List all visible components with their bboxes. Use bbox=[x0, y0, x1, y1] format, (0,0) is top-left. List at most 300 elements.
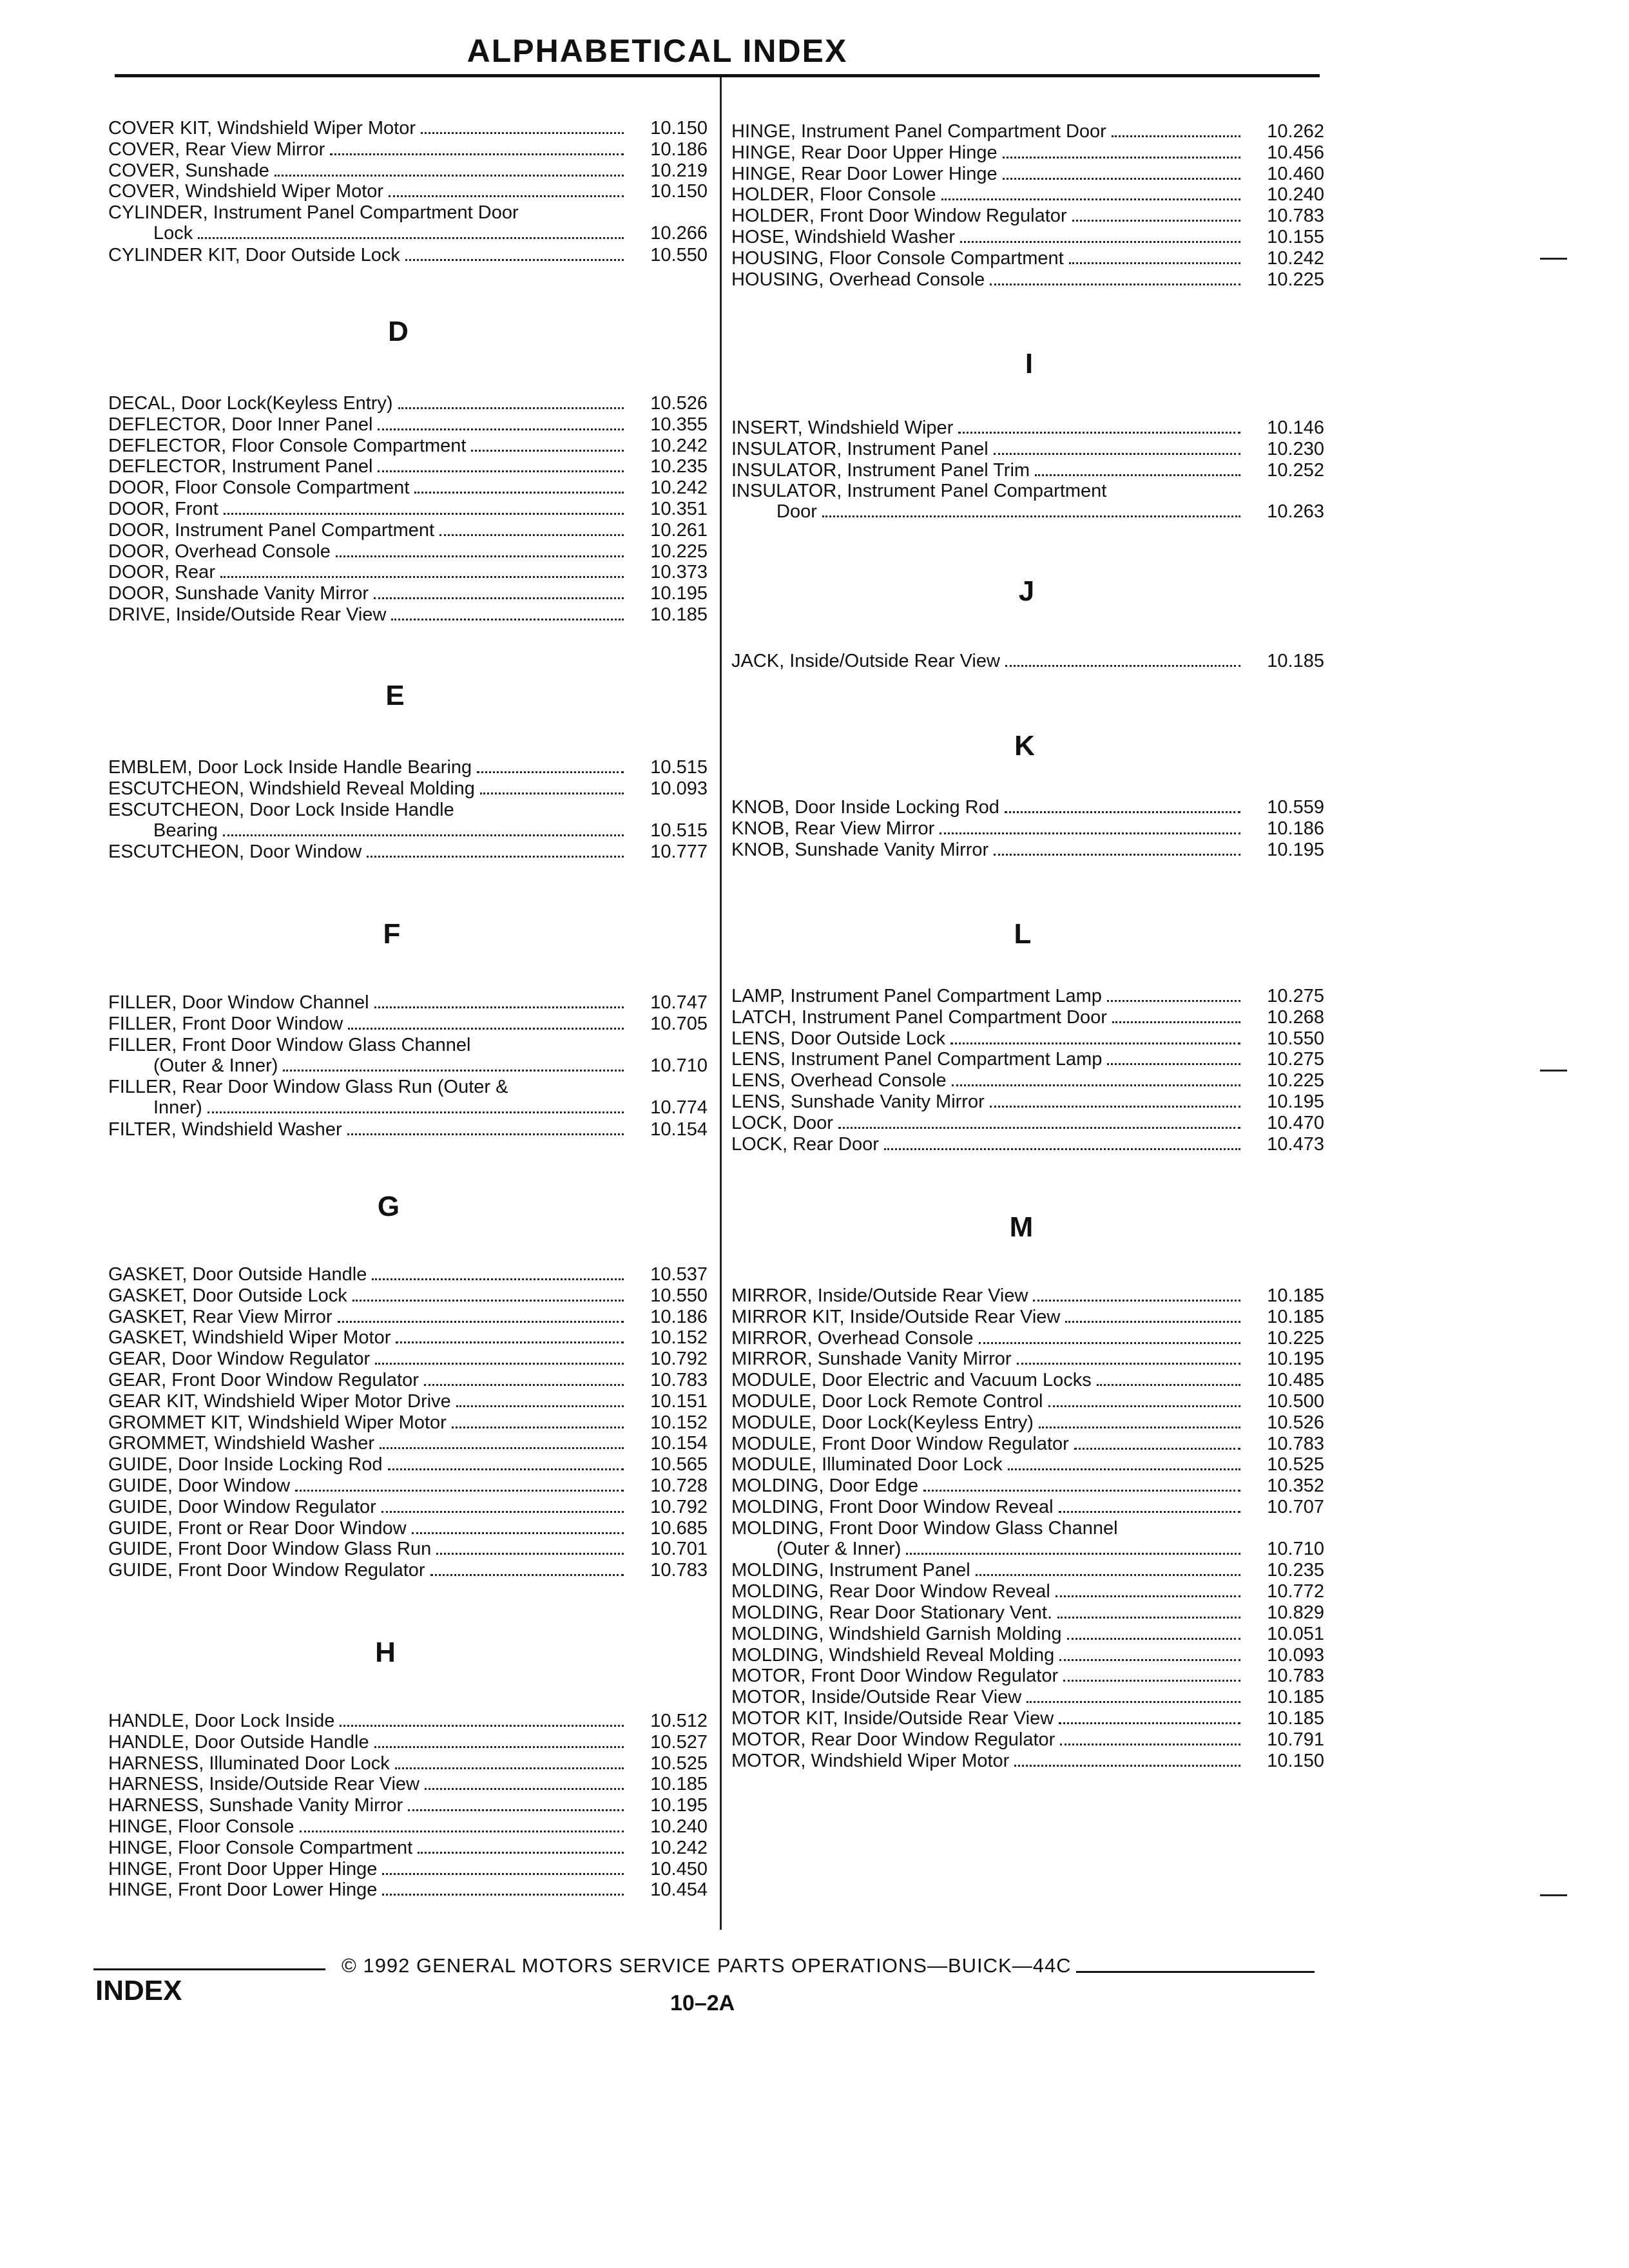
dot-leader bbox=[198, 236, 624, 239]
index-entry bbox=[108, 583, 708, 604]
entry-name-continued: Inner) bbox=[153, 1097, 202, 1119]
dot-leader bbox=[378, 470, 624, 472]
dot-leader bbox=[340, 1724, 624, 1727]
index-entry bbox=[731, 1285, 1324, 1306]
dot-leader bbox=[1069, 262, 1240, 264]
entry-name: GUIDE, Front or Rear Door Window bbox=[108, 1517, 407, 1539]
entry-page-ref: 10.152 bbox=[650, 1412, 708, 1433]
dot-leader bbox=[976, 1573, 1240, 1576]
index-entry bbox=[108, 604, 708, 625]
entry-name: COVER KIT, Windshield Wiper Motor bbox=[108, 118, 416, 139]
entry-name: COVER, Windshield Wiper Motor bbox=[108, 181, 384, 202]
index-entry bbox=[108, 1307, 708, 1327]
entry-name: HINGE, Rear Door Upper Hinge bbox=[731, 142, 998, 163]
entry-name: INSERT, Windshield Wiper bbox=[731, 418, 954, 438]
entry-page-ref: 10.537 bbox=[650, 1264, 708, 1285]
entry-page-ref: 10.351 bbox=[650, 499, 708, 519]
dot-leader bbox=[1072, 219, 1240, 222]
index-entry bbox=[731, 184, 1324, 205]
dot-leader bbox=[958, 431, 1240, 434]
index-entry bbox=[108, 1349, 708, 1369]
entry-page-ref: 10.774 bbox=[650, 1097, 708, 1119]
index-entry bbox=[108, 414, 708, 435]
index-entry bbox=[731, 1113, 1324, 1133]
entry-page-ref: 10.225 bbox=[1267, 269, 1324, 290]
entry-name: DOOR, Overhead Console bbox=[108, 541, 331, 562]
index-entry bbox=[108, 1433, 708, 1454]
dot-leader bbox=[1060, 1743, 1240, 1745]
index-entry bbox=[731, 986, 1324, 1006]
dot-leader bbox=[405, 258, 624, 261]
dot-leader bbox=[480, 792, 624, 794]
entry-name: DEFLECTOR, Door Inner Panel bbox=[108, 414, 373, 435]
dot-leader bbox=[884, 1148, 1240, 1150]
dot-leader bbox=[1063, 1679, 1240, 1682]
dot-leader bbox=[223, 834, 624, 836]
index-entry bbox=[731, 418, 1324, 438]
index-entry bbox=[731, 1666, 1324, 1686]
entry-page-ref: 10.150 bbox=[650, 181, 708, 202]
entry-name: MODULE, Door Lock Remote Control bbox=[731, 1391, 1043, 1412]
dot-leader bbox=[471, 449, 624, 452]
entry-name: ESCUTCHEON, Windshield Reveal Molding bbox=[108, 778, 475, 799]
entry-name: HINGE, Instrument Panel Compartment Door bbox=[731, 121, 1106, 142]
entry-page-ref: 10.685 bbox=[650, 1517, 708, 1539]
index-entry bbox=[731, 142, 1324, 163]
dot-leader bbox=[1003, 177, 1240, 180]
dot-leader bbox=[224, 512, 624, 515]
dot-leader bbox=[424, 1383, 624, 1386]
dot-leader bbox=[375, 1362, 624, 1365]
index-entry bbox=[108, 245, 708, 265]
entry-page-ref: 10.792 bbox=[650, 1349, 708, 1370]
dot-leader bbox=[1033, 1299, 1240, 1302]
entry-name: MOLDING, Front Door Window Glass Channel bbox=[731, 1517, 1118, 1539]
dot-leader bbox=[418, 1851, 624, 1854]
dot-leader bbox=[1107, 1062, 1240, 1065]
dot-leader bbox=[436, 1552, 624, 1555]
index-entry bbox=[731, 1049, 1324, 1070]
index-entry bbox=[108, 1327, 708, 1348]
entry-name: HOUSING, Floor Console Compartment bbox=[731, 247, 1064, 269]
index-entry bbox=[731, 1497, 1324, 1517]
entry-page-ref: 10.195 bbox=[1267, 1091, 1324, 1112]
entry-page-ref: 10.242 bbox=[650, 435, 708, 456]
entry-page-ref: 10.728 bbox=[650, 1475, 708, 1496]
entry-name: DOOR, Instrument Panel Compartment bbox=[108, 519, 435, 541]
index-entry bbox=[731, 1307, 1324, 1327]
index-entry bbox=[108, 181, 708, 202]
entry-name: HARNESS, Illuminated Door Lock bbox=[108, 1753, 390, 1774]
entry-page-ref: 10.155 bbox=[1267, 227, 1324, 247]
entry-page-ref: 10.185 bbox=[650, 604, 708, 625]
dot-leader bbox=[1097, 1383, 1240, 1386]
dot-leader bbox=[994, 452, 1240, 455]
index-entry bbox=[108, 562, 708, 582]
entry-name: HINGE, Floor Console bbox=[108, 1816, 294, 1837]
dot-leader bbox=[382, 1893, 624, 1896]
dot-leader bbox=[1067, 1637, 1240, 1640]
dot-leader bbox=[388, 1468, 624, 1470]
index-entry bbox=[731, 439, 1324, 459]
index-entry bbox=[108, 1753, 708, 1774]
dot-leader bbox=[1035, 474, 1240, 476]
entry-name: HARNESS, Inside/Outside Rear View bbox=[108, 1774, 420, 1795]
index-entry bbox=[108, 778, 708, 799]
index-entry bbox=[108, 139, 708, 160]
entry-name: MODULE, Door Lock(Keyless Entry) bbox=[731, 1412, 1034, 1433]
dot-leader bbox=[990, 283, 1240, 285]
dot-leader bbox=[990, 1105, 1240, 1108]
dot-leader bbox=[1107, 999, 1240, 1002]
entry-page-ref: 10.550 bbox=[650, 1285, 708, 1306]
entry-name: GASKET, Rear View Mirror bbox=[108, 1306, 333, 1327]
dot-leader bbox=[421, 131, 624, 134]
entry-page-ref: 10.747 bbox=[650, 992, 708, 1013]
entry-name: GASKET, Door Outside Lock bbox=[108, 1285, 347, 1306]
index-entry bbox=[731, 1729, 1324, 1750]
entry-name: DOOR, Sunshade Vanity Mirror bbox=[108, 583, 369, 604]
index-entry bbox=[108, 1838, 708, 1858]
entry-name: DOOR, Front bbox=[108, 499, 218, 519]
dot-leader bbox=[1059, 1510, 1240, 1513]
index-entry bbox=[108, 499, 708, 519]
dot-leader bbox=[380, 1446, 624, 1449]
entry-page-ref: 10.051 bbox=[1267, 1623, 1324, 1644]
entry-name: HINGE, Front Door Lower Hinge bbox=[108, 1879, 378, 1901]
entry-name: COVER, Rear View Mirror bbox=[108, 139, 325, 160]
entry-page-ref: 10.454 bbox=[650, 1879, 708, 1901]
dot-leader bbox=[391, 618, 624, 620]
entry-name: DOOR, Rear bbox=[108, 562, 215, 583]
dot-leader bbox=[374, 1745, 624, 1748]
index-entry bbox=[731, 1687, 1324, 1707]
dot-leader bbox=[425, 1787, 624, 1790]
entry-page-ref: 10.559 bbox=[1267, 797, 1324, 818]
entry-page-ref: 10.195 bbox=[1267, 1349, 1324, 1370]
footer-rule-right bbox=[1076, 1971, 1315, 1973]
section-letter-d: D bbox=[388, 316, 409, 347]
index-entry bbox=[731, 1581, 1324, 1602]
entry-name: MIRROR, Overhead Console bbox=[731, 1327, 974, 1349]
dot-leader bbox=[374, 597, 624, 599]
entry-page-ref: 10.219 bbox=[650, 160, 708, 181]
margin-mark bbox=[1540, 258, 1567, 260]
entry-name: MOLDING, Rear Door Stationary Vent. bbox=[731, 1602, 1053, 1623]
entry-page-ref: 10.456 bbox=[1267, 142, 1324, 163]
entry-page-ref: 10.263 bbox=[1267, 501, 1324, 523]
index-entry bbox=[108, 1816, 708, 1837]
entry-page-ref: 10.777 bbox=[650, 841, 708, 863]
index-entry bbox=[731, 269, 1324, 290]
dot-leader bbox=[994, 853, 1240, 856]
index-entry bbox=[731, 1454, 1324, 1475]
section-letter-m: M bbox=[1009, 1211, 1034, 1243]
entry-name: LOCK, Rear Door bbox=[731, 1133, 879, 1155]
entry-page-ref: 10.150 bbox=[650, 118, 708, 139]
column-divider bbox=[720, 77, 722, 1930]
dot-leader bbox=[477, 771, 624, 773]
index-entry bbox=[108, 1285, 708, 1306]
entry-name: HINGE, Front Door Upper Hinge bbox=[108, 1858, 378, 1879]
entry-name: MOLDING, Front Door Window Reveal bbox=[731, 1497, 1054, 1517]
entry-name: INSULATOR, Instrument Panel bbox=[731, 438, 988, 459]
dot-leader bbox=[1055, 1595, 1240, 1597]
entry-name: GUIDE, Front Door Window Glass Run bbox=[108, 1539, 432, 1560]
dot-leader bbox=[906, 1552, 1240, 1555]
dot-leader bbox=[1039, 1426, 1240, 1428]
entry-page-ref: 10.512 bbox=[650, 1711, 708, 1731]
entry-name: HOUSING, Overhead Console bbox=[731, 269, 985, 290]
dot-leader bbox=[283, 1069, 624, 1072]
entry-page-ref: 10.225 bbox=[1267, 1327, 1324, 1349]
entry-page-ref: 10.525 bbox=[1267, 1454, 1324, 1475]
entry-name: LENS, Overhead Console bbox=[731, 1070, 947, 1091]
entry-page-ref: 10.783 bbox=[1267, 206, 1324, 227]
entry-name: ESCUTCHEON, Door Lock Inside Handle bbox=[108, 799, 454, 820]
dot-leader bbox=[1057, 1616, 1240, 1619]
entry-page-ref: 10.186 bbox=[650, 139, 708, 160]
entry-name: KNOB, Door Inside Locking Rod bbox=[731, 797, 999, 818]
dot-leader bbox=[330, 153, 624, 155]
index-entry bbox=[108, 202, 708, 244]
index-entry bbox=[108, 1391, 708, 1412]
entry-page-ref: 10.526 bbox=[650, 393, 708, 414]
entry-name: HANDLE, Door Outside Handle bbox=[108, 1731, 369, 1753]
index-entry bbox=[108, 1370, 708, 1390]
entry-page-ref: 10.710 bbox=[650, 1055, 708, 1076]
index-entry bbox=[731, 248, 1324, 269]
index-entry bbox=[731, 1328, 1324, 1349]
entry-name-continued: Lock bbox=[153, 223, 193, 244]
section-letter-e: E bbox=[385, 680, 405, 711]
index-entry bbox=[731, 1070, 1324, 1091]
entry-name: JACK, Inside/Outside Rear View bbox=[731, 651, 1000, 671]
index-entry bbox=[108, 1711, 708, 1731]
entry-page-ref: 10.185 bbox=[1267, 1285, 1324, 1306]
entry-name: ESCUTCHEON, Door Window bbox=[108, 841, 362, 863]
entry-page-ref: 10.450 bbox=[650, 1858, 708, 1879]
entry-name: FILTER, Windshield Washer bbox=[108, 1119, 342, 1140]
entry-name: GUIDE, Door Window bbox=[108, 1475, 291, 1496]
entry-page-ref: 10.527 bbox=[650, 1731, 708, 1753]
index-entry bbox=[108, 800, 708, 841]
dot-leader bbox=[412, 1532, 624, 1534]
section-letter-g: G bbox=[377, 1191, 400, 1222]
entry-page-ref: 10.710 bbox=[1267, 1538, 1324, 1559]
entry-name: HINGE, Rear Door Lower Hinge bbox=[731, 163, 998, 184]
entry-name: GUIDE, Door Window Regulator bbox=[108, 1496, 376, 1517]
entry-page-ref: 10.783 bbox=[650, 1560, 708, 1581]
entry-name: MIRROR KIT, Inside/Outside Rear View bbox=[731, 1306, 1061, 1327]
dot-leader bbox=[338, 1320, 624, 1323]
entry-page-ref: 10.473 bbox=[1267, 1133, 1324, 1155]
entry-name: DEFLECTOR, Floor Console Compartment bbox=[108, 435, 467, 456]
entry-page-ref: 10.230 bbox=[1267, 438, 1324, 459]
dot-leader bbox=[822, 515, 1240, 517]
entry-name: KNOB, Rear View Mirror bbox=[731, 818, 935, 839]
entry-name: GUIDE, Front Door Window Regulator bbox=[108, 1560, 425, 1581]
index-entry bbox=[731, 1028, 1324, 1049]
entry-page-ref: 10.235 bbox=[1267, 1560, 1324, 1581]
dot-leader bbox=[940, 832, 1240, 834]
entry-name: MOLDING, Door Edge bbox=[731, 1475, 919, 1497]
entry-page-ref: 10.355 bbox=[650, 414, 708, 435]
entry-name: LAMP, Instrument Panel Compartment Lamp bbox=[731, 986, 1102, 1006]
entry-name: MIRROR, Inside/Outside Rear View bbox=[731, 1285, 1028, 1306]
dot-leader bbox=[1048, 1405, 1241, 1407]
index-entry bbox=[731, 797, 1324, 818]
entry-name: GROMMET, Windshield Washer bbox=[108, 1433, 375, 1454]
index-entry bbox=[731, 481, 1324, 522]
entry-page-ref: 10.150 bbox=[1267, 1750, 1324, 1771]
section-letter-h: H bbox=[375, 1637, 396, 1668]
footer-copyright: © 1992 GENERAL MOTORS SERVICE PARTS OPERATIONS—BUICK—44C bbox=[342, 1954, 1072, 1977]
entry-name: LOCK, Door bbox=[731, 1112, 833, 1133]
entry-name: MIRROR, Sunshade Vanity Mirror bbox=[731, 1349, 1012, 1370]
entry-page-ref: 10.701 bbox=[650, 1539, 708, 1560]
entry-name: MOLDING, Rear Door Window Reveal bbox=[731, 1581, 1050, 1602]
index-entry bbox=[731, 1434, 1324, 1454]
dot-leader bbox=[220, 575, 624, 578]
page-title: ALPHABETICAL INDEX bbox=[467, 33, 848, 69]
index-entry bbox=[108, 436, 708, 456]
entry-name: INSULATOR, Instrument Panel Trim bbox=[731, 459, 1030, 481]
entry-name: DRIVE, Inside/Outside Rear View bbox=[108, 604, 387, 625]
dot-leader bbox=[923, 1489, 1240, 1492]
entry-page-ref: 10.235 bbox=[650, 456, 708, 477]
entry-page-ref: 10.470 bbox=[1267, 1112, 1324, 1133]
entry-name-continued: Bearing bbox=[153, 820, 218, 841]
entry-name: DECAL, Door Lock(Keyless Entry) bbox=[108, 393, 393, 414]
entry-page-ref: 10.268 bbox=[1267, 1006, 1324, 1028]
entry-name: HARNESS, Sunshade Vanity Mirror bbox=[108, 1795, 403, 1816]
entry-page-ref: 10.707 bbox=[1267, 1497, 1324, 1517]
entry-page-ref: 10.266 bbox=[650, 223, 708, 244]
index-entry bbox=[108, 1119, 708, 1140]
entry-name: GUIDE, Door Inside Locking Rod bbox=[108, 1454, 383, 1475]
entry-page-ref: 10.185 bbox=[1267, 1306, 1324, 1327]
index-entry bbox=[108, 393, 708, 414]
section-letter-i: I bbox=[1025, 348, 1034, 380]
entry-page-ref: 10.185 bbox=[650, 1774, 708, 1795]
index-entry bbox=[731, 1645, 1324, 1666]
dot-leader bbox=[207, 1111, 624, 1113]
index-entry bbox=[108, 1035, 708, 1076]
index-entry bbox=[108, 841, 708, 862]
index-entry bbox=[108, 118, 708, 139]
index-entry bbox=[108, 1454, 708, 1475]
entry-name: COVER, Sunshade bbox=[108, 160, 269, 181]
entry-page-ref: 10.550 bbox=[1267, 1028, 1324, 1049]
entry-name: CYLINDER, Instrument Panel Compartment Door bbox=[108, 202, 519, 224]
index-entry bbox=[108, 1264, 708, 1285]
entry-name: FILLER, Front Door Window Glass Channel bbox=[108, 1034, 471, 1055]
dot-leader bbox=[439, 533, 624, 536]
dot-leader bbox=[1112, 1021, 1240, 1023]
entry-name: FILLER, Door Window Channel bbox=[108, 992, 369, 1013]
dot-leader bbox=[396, 1341, 624, 1343]
index-entry bbox=[108, 992, 708, 1013]
dot-leader bbox=[1003, 156, 1240, 159]
entry-name: MOTOR, Inside/Outside Rear View bbox=[731, 1687, 1022, 1708]
entry-name-continued: Door bbox=[776, 501, 817, 523]
entry-name: MOTOR, Windshield Wiper Motor bbox=[731, 1750, 1010, 1771]
dot-leader bbox=[367, 855, 624, 858]
entry-page-ref: 10.261 bbox=[650, 519, 708, 541]
index-entry bbox=[108, 757, 708, 778]
index-entry bbox=[108, 541, 708, 562]
entry-page-ref: 10.791 bbox=[1267, 1729, 1324, 1750]
entry-page-ref: 10.154 bbox=[650, 1119, 708, 1140]
index-entry bbox=[731, 1412, 1324, 1433]
entry-name: LENS, Door Outside Lock bbox=[731, 1028, 946, 1049]
entry-name: GEAR, Door Window Regulator bbox=[108, 1349, 371, 1370]
entry-page-ref: 10.195 bbox=[1267, 839, 1324, 860]
dot-leader bbox=[979, 1341, 1240, 1344]
dot-leader bbox=[1005, 664, 1240, 667]
index-entry bbox=[108, 1014, 708, 1034]
index-entry bbox=[108, 520, 708, 541]
entry-page-ref: 10.093 bbox=[650, 778, 708, 799]
index-entry bbox=[108, 160, 708, 181]
footer-rule-left bbox=[93, 1968, 325, 1970]
entry-page-ref: 10.515 bbox=[650, 820, 708, 841]
entry-name: HOLDER, Floor Console bbox=[731, 184, 936, 206]
entry-name: MODULE, Door Electric and Vacuum Locks bbox=[731, 1370, 1092, 1391]
entry-page-ref: 10.352 bbox=[1267, 1475, 1324, 1497]
index-entry bbox=[731, 164, 1324, 184]
entry-name: MOTOR KIT, Inside/Outside Rear View bbox=[731, 1708, 1054, 1729]
entry-name: HOSE, Windshield Washer bbox=[731, 227, 956, 247]
dot-leader bbox=[1059, 1658, 1240, 1661]
dot-leader bbox=[838, 1126, 1240, 1129]
index-entry bbox=[108, 477, 708, 498]
dot-leader bbox=[300, 1830, 624, 1832]
dot-leader bbox=[1014, 1764, 1240, 1767]
entry-page-ref: 10.151 bbox=[650, 1390, 708, 1412]
index-entry bbox=[108, 1732, 708, 1753]
index-entry bbox=[108, 1879, 708, 1900]
index-entry bbox=[108, 1774, 708, 1794]
dot-leader bbox=[1074, 1447, 1240, 1450]
index-entry bbox=[731, 460, 1324, 481]
dot-leader bbox=[952, 1084, 1240, 1086]
title-rule bbox=[115, 74, 1320, 77]
dot-leader bbox=[950, 1042, 1240, 1044]
index-entry bbox=[108, 1859, 708, 1879]
dot-leader bbox=[352, 1299, 624, 1302]
entry-page-ref: 10.829 bbox=[1267, 1602, 1324, 1623]
dot-leader bbox=[430, 1573, 624, 1576]
entry-page-ref: 10.185 bbox=[1267, 1687, 1324, 1708]
index-entry bbox=[108, 1795, 708, 1816]
dot-leader bbox=[1065, 1320, 1240, 1323]
section-letter-j: J bbox=[1018, 575, 1035, 607]
index-entry bbox=[731, 1091, 1324, 1112]
index-entry bbox=[731, 1560, 1324, 1581]
dot-leader bbox=[389, 195, 624, 197]
dot-leader bbox=[1027, 1700, 1240, 1703]
index-entry bbox=[731, 1370, 1324, 1390]
entry-name: GROMMET KIT, Windshield Wiper Motor bbox=[108, 1412, 447, 1433]
entry-page-ref: 10.500 bbox=[1267, 1391, 1324, 1412]
index-entry bbox=[731, 1007, 1324, 1028]
index-entry bbox=[731, 121, 1324, 142]
entry-name-continued: (Outer & Inner) bbox=[776, 1538, 901, 1559]
dot-leader bbox=[941, 198, 1241, 200]
entry-name: GEAR KIT, Windshield Wiper Motor Drive bbox=[108, 1390, 451, 1412]
